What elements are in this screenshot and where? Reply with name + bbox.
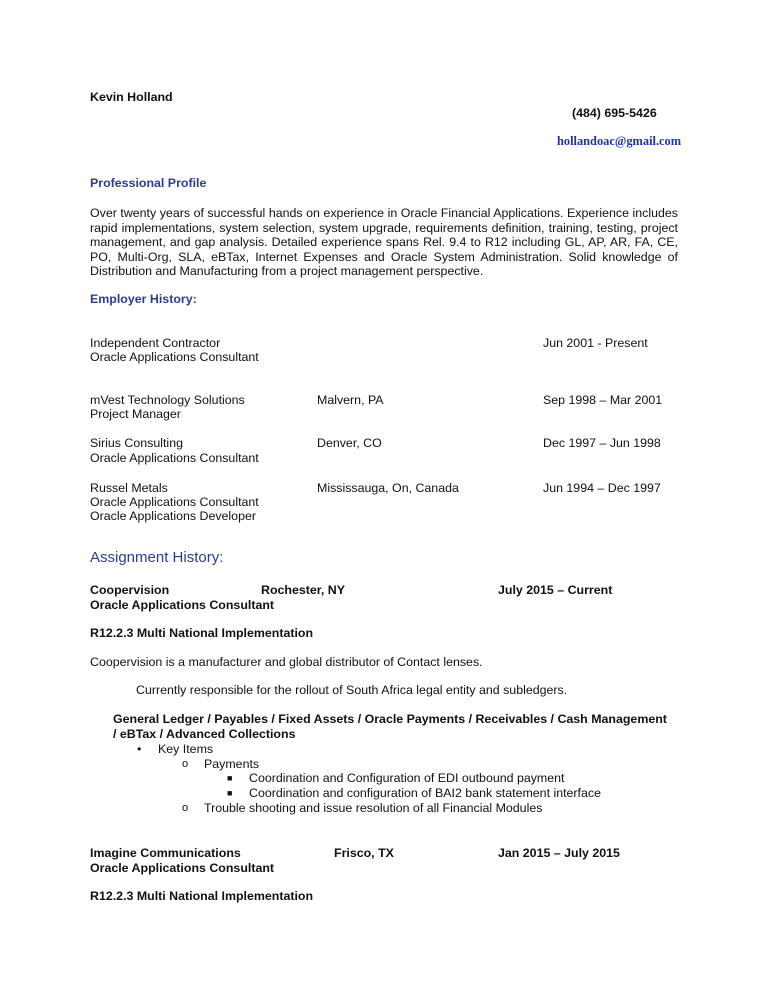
employer-dates: Sep 1998 – Mar 2001 <box>543 393 663 407</box>
profile-line: Distribution and Manufacturing from a project management perspective. <box>90 264 484 279</box>
assignment-company: Imagine Communications <box>90 846 241 860</box>
employer-dates: Dec 1997 – Jun 1998 <box>543 436 661 450</box>
assignment-location: Frisco, TX <box>334 846 394 860</box>
trouble-shooting-item: Trouble shooting and issue resolution of all Financial Modules <box>204 801 543 815</box>
profile-heading: Professional Profile <box>90 176 207 190</box>
profile-paragraph <box>90 206 678 279</box>
employer-location: Malvern, PA <box>317 393 384 407</box>
assignment-description: Coopervision is a manufacturer and global distributor of Contact lenses. <box>90 655 483 669</box>
employer-company: Sirius Consulting <box>90 436 183 450</box>
phone-number: (484) 695-5426 <box>572 106 657 120</box>
profile-line: rapid implementations, system selection, system upgrade, requirements definition, training, testing, project <box>90 220 678 235</box>
profile-line: Over twenty years of successful hands on experience in Oracle Financial Applications. Experience includes <box>90 206 678 220</box>
employer-location: Mississauga, On, Canada <box>317 481 459 495</box>
employer-history-heading: Employer History: <box>90 292 197 306</box>
employer-role: Oracle Applications Consultant <box>90 495 259 509</box>
key-items-label: Key Items <box>158 742 214 756</box>
square-bullet-icon: ■ <box>227 788 233 798</box>
modules-line: General Ledger / Payables / Fixed Assets / Oracle Payments / Receivables / Cash Management <box>113 712 667 726</box>
payment-item: Coordination and configuration of BAI2 bank statement interface <box>249 786 601 800</box>
assignment-history-heading: Assignment History: <box>90 549 224 566</box>
employer-role: Oracle Applications Consultant <box>90 451 259 465</box>
employer-role: Oracle Applications Developer <box>90 509 256 523</box>
disc-bullet-icon: • <box>137 742 142 756</box>
candidate-name: Kevin Holland <box>90 90 173 104</box>
employer-company: Russel Metals <box>90 481 168 495</box>
payment-item: Coordination and Configuration of EDI outbound payment <box>249 771 565 785</box>
assignment-company: Coopervision <box>90 583 170 597</box>
assignment-project: R12.2.3 Multi National Implementation <box>90 889 314 903</box>
employer-location: Denver, CO <box>317 436 382 450</box>
payments-label: Payments <box>204 757 260 771</box>
email-link[interactable]: hollandoac@gmail.com <box>557 134 682 148</box>
employer-company: mVest Technology Solutions <box>90 393 245 407</box>
modules-line: / eBTax / Advanced Collections <box>113 727 296 741</box>
assignment-role: Oracle Applications Consultant <box>90 598 275 612</box>
assignment-responsibility: Currently responsible for the rollout of South Africa legal entity and subledgers. <box>136 683 568 697</box>
employer-dates: Jun 1994 – Dec 1997 <box>543 481 661 495</box>
assignment-role: Oracle Applications Consultant <box>90 861 275 875</box>
profile-line: PO, Multi-Org, SLA, eBTax, Internet Expenses and Oracle System Administration. Solid knowledge of <box>90 249 678 264</box>
employer-company: Independent Contractor <box>90 336 221 350</box>
assignment-dates: Jan 2015 – July 2015 <box>498 846 620 860</box>
employer-role: Project Manager <box>90 407 181 421</box>
profile-line: management, and gap analysis. Detailed experience spans Rel. 9.4 to R12 including GL, AP, AR, FA, CE, <box>90 235 678 250</box>
circle-bullet-icon: o <box>182 802 189 814</box>
square-bullet-icon: ■ <box>227 773 233 783</box>
employer-role: Oracle Applications Consultant <box>90 350 259 364</box>
assignment-project: R12.2.3 Multi National Implementation <box>90 626 314 640</box>
circle-bullet-icon: o <box>182 758 189 770</box>
assignment-dates: July 2015 – Current <box>498 583 613 597</box>
assignment-location: Rochester, NY <box>261 583 346 597</box>
employer-dates: Jun 2001 - Present <box>543 336 648 350</box>
